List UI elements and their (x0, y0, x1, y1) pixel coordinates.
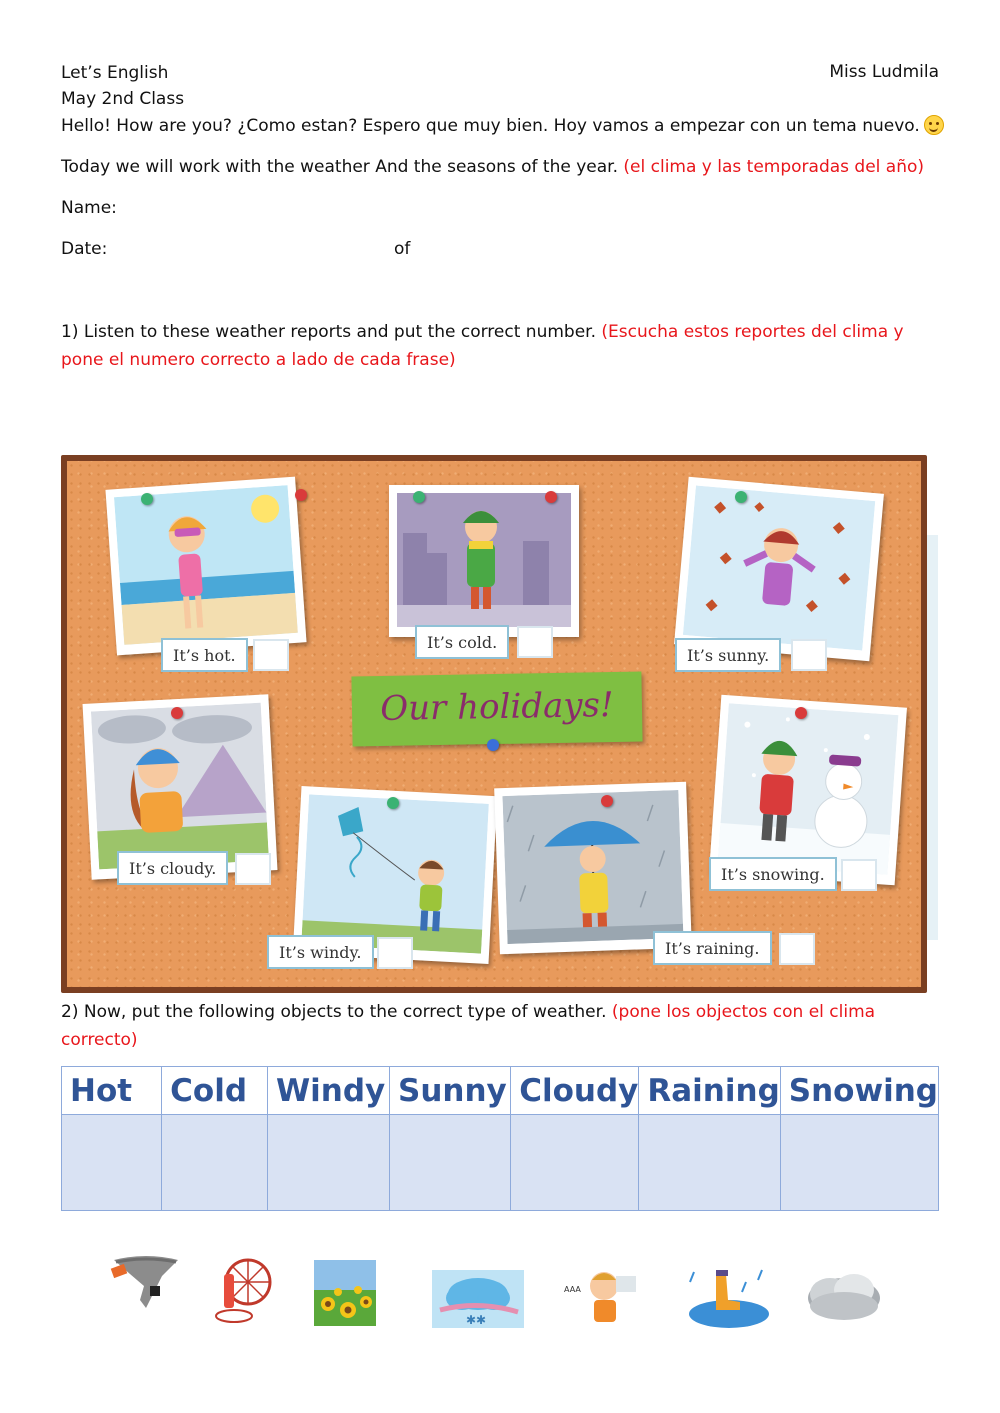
pin (487, 739, 499, 751)
drop-zone-cold[interactable] (162, 1115, 268, 1211)
tornado-icon[interactable] (110, 1252, 182, 1318)
snow-cloud-icon[interactable] (432, 1270, 524, 1328)
beach-girl-icon (114, 485, 298, 645)
answer-box-hot[interactable] (253, 639, 289, 671)
photo-sunny (674, 477, 884, 661)
worksheet-title: Let’s English (61, 63, 169, 83)
cork-surface (67, 461, 921, 987)
drop-zone-raining[interactable] (639, 1115, 780, 1211)
topic-text (61, 156, 924, 178)
answer-box-cold[interactable] (517, 626, 553, 658)
topic-translation: (el clima y las temporadas del año) (623, 157, 925, 177)
sunflowers-icon[interactable] (314, 1260, 376, 1326)
answer-box-sunny[interactable] (791, 639, 827, 671)
label-snowing: It’s snowing. (709, 857, 837, 891)
photo-raining (494, 782, 692, 955)
header-cloudy: Cloudy (511, 1067, 639, 1115)
answer-box-raining[interactable] (779, 933, 815, 965)
name-label: Name: (61, 198, 117, 218)
kite-boy-icon (301, 794, 489, 953)
label-raining: It’s raining. (653, 931, 772, 965)
exercise1-translation-2: pone el numero correcto a lado de cada frase) (61, 350, 456, 370)
svg-text:AAA: AAA (564, 1285, 581, 1294)
label-windy: It’s windy. (267, 935, 374, 969)
answer-box-snowing[interactable] (841, 859, 877, 891)
drop-zone-snowing[interactable] (780, 1115, 938, 1211)
exercise2-instruction (61, 1001, 875, 1023)
topic-sentence: Today we will work with the weather And the seasons of the year. (61, 157, 618, 177)
cloudy-girl-icon (91, 703, 269, 870)
drop-zone-sunny[interactable] (390, 1115, 511, 1211)
exercise1-instruction (61, 321, 904, 343)
greeting-text (61, 115, 944, 137)
pin (601, 795, 613, 807)
label-cold: It’s cold. (415, 625, 509, 659)
pin (413, 491, 425, 503)
snowman-boy-icon (718, 703, 899, 874)
photo-cold (389, 485, 579, 637)
fan-icon[interactable] (214, 1256, 274, 1324)
drop-zone-windy[interactable] (267, 1115, 389, 1211)
exercise1-text: 1) Listen to these weather reports and put the correct number. (61, 322, 596, 342)
drop-zone-cloudy[interactable] (511, 1115, 639, 1211)
answer-box-windy[interactable] (377, 937, 413, 969)
label-sunny: It’s sunny. (675, 638, 781, 672)
of-label: of (394, 239, 411, 259)
header-sunny: Sunny (390, 1067, 511, 1115)
pin (141, 493, 153, 505)
label-cloudy: It’s cloudy. (117, 851, 228, 885)
grey-cloud-icon[interactable] (800, 1266, 888, 1330)
table-drop-row (62, 1115, 939, 1211)
cold-girl-icon (397, 493, 571, 627)
label-hot: It’s hot. (161, 638, 248, 672)
teacher-name: Miss Ludmila (829, 62, 939, 82)
exercise2-translation-2: correcto) (61, 1030, 138, 1050)
photo-hot (105, 477, 306, 656)
sneezing-child-icon[interactable] (560, 1262, 654, 1332)
header-snowing: Snowing (780, 1067, 938, 1115)
pin (295, 489, 307, 501)
pin (387, 797, 399, 809)
pin (545, 491, 557, 503)
date-label: Date: (61, 239, 108, 259)
table-header-row (62, 1067, 939, 1115)
umbrella-boy-icon (502, 790, 683, 944)
page-edge-strip (927, 535, 938, 940)
exercise2-translation-1: (pone los objectos con el clima (611, 1002, 876, 1022)
header-raining: Raining (639, 1067, 780, 1115)
exercise1-translation-1: (Escucha estos reportes del clima y (601, 322, 904, 342)
pin (735, 491, 747, 503)
drop-zone-hot[interactable] (62, 1115, 162, 1211)
header-windy: Windy (267, 1067, 389, 1115)
pin (171, 707, 183, 719)
smiley-icon (924, 115, 944, 135)
greeting-sentence: Hello! How are you? ¿Como estan? Espero que muy bien. Hoy vamos a empezar con un tema nuevo. (61, 116, 920, 136)
exercise2-text: 2) Now, put the following objects to the correct type of weather. (61, 1002, 607, 1022)
weather-table (61, 1066, 939, 1211)
class-name: May 2nd Class (61, 89, 185, 109)
cork-board (61, 455, 927, 993)
header-hot: Hot (62, 1067, 162, 1115)
answer-box-cloudy[interactable] (235, 853, 271, 885)
pin (795, 707, 807, 719)
our-holidays-sign: Our holidays! (351, 671, 642, 746)
header-cold: Cold (162, 1067, 268, 1115)
rain-boots-puddle-icon[interactable] (686, 1264, 772, 1330)
svg-text:✱✱: ✱✱ (466, 1313, 487, 1327)
autumn-girl-icon (683, 485, 875, 650)
